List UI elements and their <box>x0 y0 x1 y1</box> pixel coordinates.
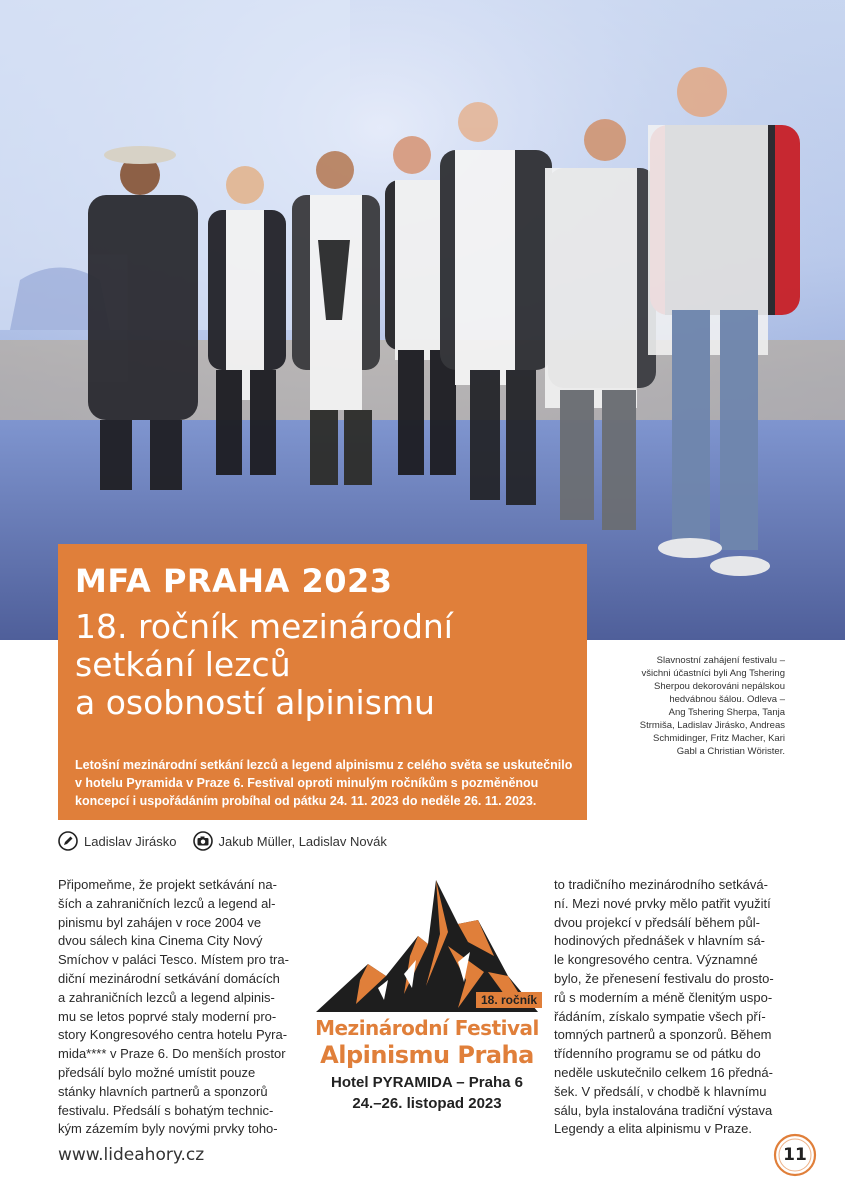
caption-line: všichni účastníci byli Ang Tshering <box>641 668 785 679</box>
article-title: MFA PRAHA 2023 <box>75 562 393 600</box>
body-line: předsálí bylo možné umístit pouze <box>58 1064 256 1080</box>
logo-line-2: Alpinismu Praha <box>320 1041 534 1069</box>
body-line: stánky hlavních partnerů a sponzorů <box>58 1083 268 1099</box>
body-line: Legendy a elita alpinismu v Praze. <box>554 1121 753 1137</box>
body-line: festivalu. Předsálí s bohatým technic- <box>58 1102 274 1118</box>
body-line: bylo, že přenesení festivalu do prosto- <box>554 970 774 986</box>
lead-line: v hotelu Pyramida v Praze 6. Festival oproti minulým ročníkům s pozměněnou <box>75 776 539 790</box>
body-line: hodinových přednášek v hlavním sá- <box>554 933 766 949</box>
logo-venue: Hotel PYRAMIDA – Praha 6 <box>331 1074 523 1091</box>
body-line: neděle uskutečnilo celkem 16 předná- <box>554 1064 773 1080</box>
author-name: Ladislav Jirásko <box>84 833 177 849</box>
body-line: kým zázemím byly novými prvky toho- <box>58 1121 278 1137</box>
photographer-names: Jakub Müller, Ladislav Novák <box>218 833 387 849</box>
body-line: rů s moderním a méně členitým uspo- <box>554 989 773 1005</box>
article-lead <box>75 756 575 810</box>
body-line: story Kongresového centra hotelu Pyra- <box>58 1027 288 1043</box>
body-line: šek. V předsálí, v chodbě k hlavnímu <box>554 1083 767 1099</box>
caption-line: Gabl a Christian Wörister. <box>676 746 785 757</box>
edition-badge: 18. ročník <box>476 992 542 1008</box>
logo-line-1: Mezinárodní Festival <box>315 1016 539 1040</box>
caption-line: Sherpou dekorováni nepálskou <box>654 681 785 692</box>
body-line: ní. Mezi nové prvky mělo patřit využití <box>554 895 771 911</box>
lead-line: Letošní mezinárodní setkání lezců a legend alpinismu z celého světa se uskutečnilo <box>75 758 573 772</box>
caption-line: Ang Tshering Sherpa, Tanja <box>668 707 785 718</box>
body-line: diční mezinárodní setkávání domácích <box>58 970 280 986</box>
author-credit <box>58 831 177 851</box>
body-line: to tradičního mezinárodního setkává- <box>554 877 768 892</box>
body-column-right <box>554 876 789 1139</box>
subtitle-line: setkání lezců <box>75 645 291 684</box>
camera-icon <box>193 831 213 851</box>
pen-icon <box>58 831 78 851</box>
body-line: pinismu byl zahájen v roce 2004 ve <box>58 914 262 930</box>
festival-logo <box>308 876 546 1121</box>
credits <box>58 829 403 853</box>
website-url: www.lideahory.cz <box>58 1145 205 1165</box>
caption-line: Schmidinger, Fritz Macher, Kari <box>653 733 785 744</box>
body-line: Připomeňme, že projekt setkávání na- <box>58 877 277 892</box>
title-box <box>58 544 587 820</box>
body-line: řádáním, získalo sympatie všech pří- <box>554 1008 766 1024</box>
article-subtitle <box>75 608 575 722</box>
logo-dates: 24.–26. listopad 2023 <box>352 1095 502 1112</box>
body-column-left <box>58 876 288 1139</box>
caption-line: Strmiša, Ladislav Jirásko, Andreas <box>639 720 785 731</box>
body-line: dvou sálech kina Cinema City Nový <box>58 933 263 949</box>
photo-credit <box>193 831 387 851</box>
body-line: le kongresového centra. Významné <box>554 952 758 968</box>
subtitle-line: 18. ročník mezinárodní <box>75 607 453 646</box>
body-line: tomných partnerů a sponzorů. Během <box>554 1027 772 1043</box>
body-line: dvou projekcí v předsálí během půl- <box>554 914 760 930</box>
lead-line: koncepcí i uspořádáním probíhal od pátku 24. 11. 2023 do neděle 26. 11. 2023. <box>75 794 537 808</box>
body-line: Smíchov v paláci Tesco. Místem pro tra- <box>58 952 289 968</box>
body-line: sálu, byla instalována tradiční výstava <box>554 1102 773 1118</box>
caption-line: hedvábnou šálou. Odleva – <box>669 694 785 705</box>
body-line: mida**** v Praze 6. Do menších prostor <box>58 1046 286 1062</box>
body-line: mu se letos poprvé staly moderní pro- <box>58 1008 277 1024</box>
caption-line: Slavnostní zahájení festivalu – <box>656 655 785 666</box>
subtitle-line: a osobností alpinismu <box>75 683 435 722</box>
page-number: 11 <box>783 1145 807 1165</box>
body-line: a zahraničních lezců a legend alpinis- <box>58 989 275 1005</box>
body-line: třídenního programu se od pátku do <box>554 1046 761 1062</box>
body-line: ších a zahraničních lezců a legend al- <box>58 895 276 911</box>
photo-caption <box>605 654 785 758</box>
